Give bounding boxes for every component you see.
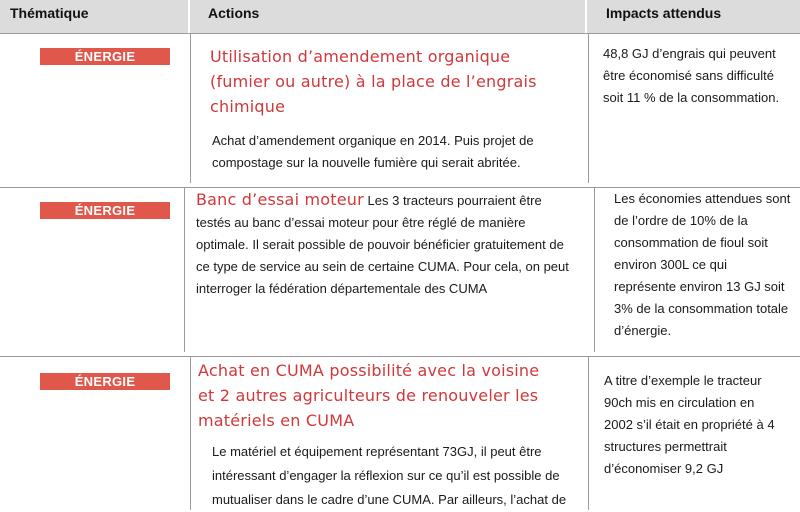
impact-line: A titre d’exemple le tracteur	[604, 373, 762, 388]
impact-line: être économisé sans difficulté	[603, 68, 775, 83]
action-title-line: chimique	[210, 97, 286, 116]
column-divider	[588, 356, 589, 510]
column-divider	[594, 187, 595, 352]
action-description-line: Le matériel et équipement représentant 73GJ, il peut être	[212, 444, 542, 459]
row-divider	[0, 33, 800, 34]
action-title: Banc d’essai moteur	[196, 190, 364, 209]
impact-line: d’économiser 9,2 GJ	[604, 461, 724, 476]
action-title	[198, 358, 539, 433]
column-divider	[588, 33, 589, 183]
column-divider	[190, 356, 191, 510]
impact-line: 2002 s’il était en propriété à 4	[604, 417, 775, 432]
action-title-line	[196, 189, 588, 212]
action-description	[196, 189, 588, 300]
impact-line: 90ch mis en circulation en	[604, 395, 755, 410]
column-divider	[190, 33, 191, 183]
impact-text	[604, 370, 775, 480]
impact-line: soit 11 % de la consommation.	[603, 90, 780, 105]
impact-line: 48,8 GJ d’engrais qui peuvent	[603, 46, 776, 61]
action-title-line: matériels en CUMA	[198, 411, 355, 430]
column-divider	[184, 187, 185, 352]
action-title-line: et 2 autres agriculteurs de renouveler les	[198, 386, 539, 405]
action-description-line: intéressant d’engager la réflexion sur ce qu’il est possible de	[212, 468, 560, 483]
action-description	[212, 130, 534, 174]
action-description-line: Les 3 tracteurs pourraient être	[363, 193, 542, 208]
header-separator	[188, 0, 190, 33]
action-title-line: Achat en CUMA possibilité avec la voisine	[198, 361, 540, 380]
header-actions: Actions	[208, 5, 260, 21]
impact-line: représente environ 13 GJ soit	[614, 279, 785, 294]
impact-line: structures permettrait	[604, 439, 727, 454]
action-description-line: mutualiser dans le cadre d’une CUMA. Par ailleurs, l’achat de	[212, 492, 567, 507]
impact-line: d’énergie.	[614, 323, 672, 338]
row-divider	[0, 356, 800, 357]
energie-badge: ÉNERGIE	[40, 202, 170, 219]
action-description-line: Achat d’amendement organique en 2014. Puis projet de	[212, 133, 534, 148]
header-thematique: Thématique	[10, 5, 89, 21]
header-separator	[585, 0, 587, 33]
impact-text	[614, 188, 790, 342]
action-title	[210, 44, 537, 119]
impact-line: de l’ordre de 10% de la	[614, 213, 748, 228]
action-description	[212, 440, 566, 512]
header-impacts: Impacts attendus	[606, 5, 722, 21]
impact-line: consommation de fioul soit	[614, 235, 768, 250]
energie-badge: ÉNERGIE	[40, 48, 170, 65]
action-title-line: (fumier ou autre) à la place de l’engrais	[210, 72, 537, 91]
action-description-line: testés au banc d’essai moteur pour être réglé de manière	[196, 215, 526, 230]
action-description-line: ce type de service au sein de certaine CUMA. Pour cela, on peut	[196, 259, 569, 274]
energie-badge: ÉNERGIE	[40, 373, 170, 390]
action-description-line: compostage sur la nouvelle fumière qui serait abritée.	[212, 155, 521, 170]
action-title-line: Utilisation d’amendement organique	[210, 47, 511, 66]
impact-text	[603, 43, 779, 109]
impact-line: 3% de la consommation totale	[614, 301, 789, 316]
impact-line: Les économies attendues sont	[614, 191, 791, 206]
action-description-line: optimale. Il serait possible de pouvoir bénéficier gratuitement de	[196, 237, 564, 252]
impact-line: environ 300L ce qui	[614, 257, 727, 272]
action-description-line: interroger la fédération départementale des CUMA	[196, 281, 488, 296]
